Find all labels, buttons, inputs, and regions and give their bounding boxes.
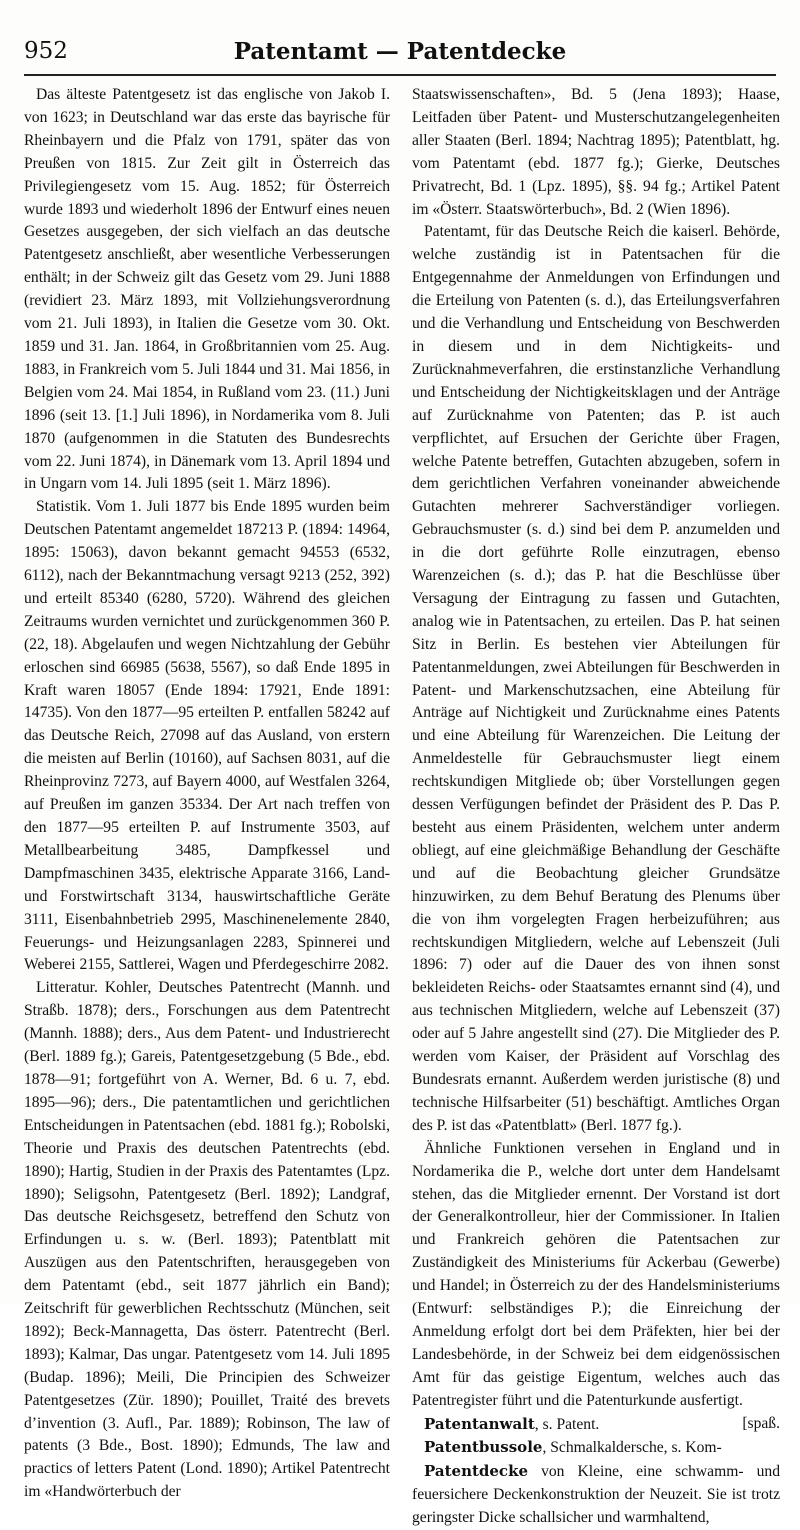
- paragraph-literature-continued: Staatswissenschaften», Bd. 5 (Jena 1893); Haase, Leitfaden über Patent- und Musterschutzangelegenheiten aller Staaten (Berl. 1894; Nachtrag 1895); Patentblatt, hg. vom Patentamt (ebd. 1877 fg.); Gierke, Deutsches Privatrecht, Bd. 1 (Lpz. 1895), §§. 94 fg.; Artikel Patent im «Österr. Staatswörterbuch», Bd. 2 (Wien 1896).: [412, 86, 780, 218]
- header-rule: [24, 74, 776, 76]
- entry-patentbussole: [412, 1436, 780, 1460]
- entry-text-patentbussole: , Schmalkaldersche, s. Kom-: [542, 1439, 722, 1457]
- headword-patentdecke: Patentdecke: [424, 1462, 529, 1481]
- paragraph-foreign-patent-offices: Ähnliche Funktionen versehen in England und in Nordamerika die P., welche dort unter dem Handelsamt stehen, das die Mitglieder ernennt. Der Vorstand ist dort der Generalkontrolleur, hier der Commissioner. In Italien und Frankreich gehören die Patentsachen zur Zuständigkeit des Ministeriums für Ackerbau (Gewerbe) und Handel; in Österreich zu der des Handelsministeriums (Entwurf: selbständiges P.); die Einreichung der Anmeldung erfolgt dort bei dem Präfekten, hier bei der Landesbehörde, in der Schweiz bei dem eidgenössischen Amt für das geistige Eigentum, welches auch das Patentregister führt und die Patenturkunde ausfertigt.: [412, 1139, 780, 1409]
- running-title: Patentamt — Patentdecke: [233, 38, 567, 65]
- hyphen-fragment: [spaß.: [742, 1414, 780, 1432]
- page-header: [24, 38, 776, 78]
- page-number: 952: [24, 38, 68, 64]
- headword-patentanwalt: Patentanwalt: [424, 1414, 535, 1433]
- entry-patentdecke: [412, 1460, 780, 1530]
- right-column: [412, 84, 780, 1530]
- entry-patentanwalt: [412, 1413, 780, 1437]
- paragraph-patent-laws: Das älteste Patentgesetz ist das englische von Jakob I. von 1623; in Deutschland war das erste das bayrische für Rheinbayern und die Pfalz von 1791, später das von Preußen von 1815. Zur Zeit gilt in Österreich das Privilegiengesetz vom 15. Aug. 1852; für Österreich wurde 1893 und wiederholt 1896 der Entwurf eines neuen Gesetzes ausgegeben, der sich vielfach an das deutsche Patentgesetz anschließt, aber wesentliche Verbesserungen enthält; in der Schweiz gilt das Gesetz vom 29. Juni 1888 (revidiert 23. März 1893, mit Vollziehungsverordnung vom 21. Juli 1893), in Italien die Gesetze vom 30. Okt. 1859 und 31. Jan. 1864, in Großbritannien vom 25. Aug. 1883, in Frankreich vom 5. Juli 1844 und 31. Mai 1856, in Belgien vom 24. Mai 1854, in Rußland vom 23. (11.) Juni 1896 (seit 13. [1.] Juli 1896), in Nordamerika vom 8. Juli 1870 (aufgenommen in die Statuten des Bundesrechts vom 22. Juni 1874), in Dänemark vom 13. April 1894 und in Ungarn vom 14. Juli 1895 (seit 1. März 1896).: [24, 86, 390, 493]
- entry-patentamt: Patentamt, für das Deutsche Reich die kaiserl. Behörde, welche zuständig ist in Patentsachen für die Entgegennahme der Anmeldungen von Erfindungen und die Erteilung von Patenten (s. d.), das Erteilungsverfahren und die Verhandlung und Entscheidung von Beschwerden in diesem und in dem Nichtigkeits- und Zurücknahmeverfahren, die erstinstanzliche Verhandlung und Entscheidung der Nichtigkeitsklagen und der Anträge auf Zurücknahme von Patenten; das P. ist auch verpflichtet, auf Ersuchen der Gerichte über Fragen, welche Patente betreffen, Gutachten abzugeben, sofern in dem gerichtlichen Verfahren voneinander abweichende Gutachten mehrerer Sachverständiger vorliegen. Gebrauchsmuster (s. d.) sind bei dem P. anzumelden und in die dort geführte Rolle einzutragen, ebenso Warenzeichen (s. d.); das P. hat die Beschlüsse über Versagung der Eintragung zu fassen und Gutachten, analog wie in Patentsachen, zu erteilen. Das P. hat seinen Sitz in Berlin. Es bestehen vier Abteilungen für Patentanmeldungen, zwei Abteilungen für Beschwerden in Patent- und Markenschutzsachen, eine Abteilung für Anträge auf Nichtigkeit und Zurücknahme eines Patents und eine Abteilung für Warenzeichen. Die Leitung der Anmeldestelle für Gebrauchsmuster liegt einem rechtskundigen Mitgliede ob; über Vorstellungen gegen dessen Verfügungen befindet der Präsident des P. Das P. besteht aus einem Präsidenten, welchem unter anderm obliegt, auf eine gleichmäßige Behandlung der Geschäfte und auf die Beobachtung gleicher Grundsätze hinzuwirken, zu dem Behuf Beratung des Plenums über die von ihm vorgelegten Fragen herbeizuführen; aus rechtskundigen Mitgliedern, welche auf Lebenszeit (Juli 1896: 7) oder auf die Dauer des von ihnen sonst bekleideten Reichs- oder Staatsamtes ernannt sind (4), und aus technischen Mitgliedern, welche auf Lebenszeit (37) oder auf 5 Jahre angestellt sind (27). Die Mitglieder des P. werden vom Kaiser, der Präsident auf Vorschlag des Bundesrats ernannt. Außerdem werden juristische (8) und technische Hilfsarbeiter (51) beschäftigt. Amtliches Organ des P. ist das «Patentblatt» (Berl. 1877 fg.).: [412, 223, 780, 1134]
- headword-patentbussole: Patentbussole: [424, 1438, 543, 1457]
- paragraph-statistics: Statistik. Vom 1. Juli 1877 bis Ende 1895 wurden beim Deutschen Patentamt angemeldet 187213 P. (1894: 14964, 1895: 15063), davon bekannt gemacht 94553 (6532, 6112), nach der Bekanntmachung versagt 9213 (252, 392) und erteilt 85340 (6280, 5720). Während des gleichen Zeitraums wurden vernichtet und zurückgenommen 360 P. (22, 18). Abgelaufen und wegen Nichtzahlung der Gebühr erloschen sind 66985 (5638, 5567), so daß Ende 1895 in Kraft waren 18057 (Ende 1894: 17921, Ende 1891: 14735). Von den 1877—95 erteilten P. entfallen 58242 auf das Deutsche Reich, 27098 auf das Ausland, von erstern die meisten auf Berlin (10160), auf Sachsen 8031, auf die Rheinprovinz 7273, auf Bayern 4000, auf Westfalen 3264, auf Preußen im ganzen 35334. Der Art nach treffen von den 1877—95 erteilten P. auf Instrumente 3503, auf Metallbearbeitung 3485, Dampfkessel und Dampfmaschinen 3435, elektrische Apparate 3166, Land- und Forstwirtschaft 3134, hauswirtschaftliche Geräte 3111, Eisenbahnbetrieb 2995, Maschinenelemente 2840, Feuerungs- und Heizungsanlagen 2283, Spinnerei und Weberei 2155, Sattlerei, Wagen und Pferdegeschirre 2082.: [24, 498, 390, 974]
- left-column: [24, 84, 390, 1504]
- paragraph-literature: Litteratur. Kohler, Deutsches Patentrecht (Mannh. und Straßb. 1878); ders., Forschungen aus dem Patentrecht (Mannh. 1888); ders., Aus dem Patent- und Industrierecht (Berl. 1889 fg.); Gareis, Patentgesetzgebung (5 Bde., ebd. 1878—91; fortgeführt von A. Werner, Bd. 6 u. 7, ebd. 1895—96); ders., Die patentamtlichen und gerichtlichen Entscheidungen in Patentsachen (ebd. 1881 fg.); Robolski, Theorie und Praxis des deutschen Patentrechts (ebd. 1890); Hartig, Studien in der Praxis des Patentamtes (Lpz. 1890); Seligsohn, Patentgesetz (Berl. 1892); Landgraf, Das deutsche Reichsgesetz, betreffend den Schutz von Erfindungen u. s. w. (Berl. 1893); Patentblatt mit Auszügen aus den Patentschriften, herausgegeben von dem Patentamt (ebd., seit 1877 jährlich ein Band); Zeitschrift für gewerblichen Rechtsschutz (München, seit 1892); Beck-Mannagetta, Das österr. Patentrecht (Berl. 1893); Kalmar, Das ungar. Patentgesetz vom 14. Juli 1895 (Budap. 1896); Meili, Die Principien des Schweizer Patentgesetzes (Zür. 1890); Pouillet, Traité des brevets d’invention (3. Aufl., Par. 1889); Robinson, The law of patents (3 Bde., Bost. 1890); Edmunds, The law and practics of letters Patent (Lond. 1890); Artikel Patentrecht im «Handwörterbuch der: [24, 979, 390, 1501]
- entry-text-patentanwalt: , s. Patent.: [534, 1415, 600, 1433]
- entry-text-patentdecke: von Kleine, eine schwamm- und feuersichere Deckenkonstruktion der Neuzeit. Sie ist trotz geringster Dicke schallsicher und warmhaltend,: [412, 1463, 780, 1527]
